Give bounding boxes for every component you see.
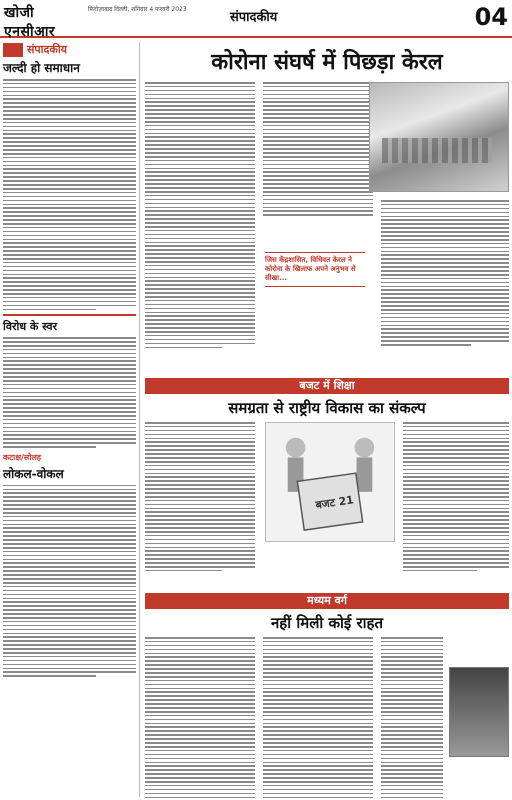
main-story [145,82,509,372]
budget-column-3 [403,422,509,571]
section-title: संपादकीय [230,10,278,25]
kicker-block [3,43,23,57]
paper-name: खोजी एनसीआर [4,5,56,40]
small-box-title: लोकल-वोकल [3,466,64,481]
middle-class-headline: नहीं मिली कोई राहत [270,614,384,632]
kerala-photo [369,82,509,192]
page-number: 04 [474,3,508,31]
middle-class-banner: मध्यम वर्ग [145,593,509,609]
editorial-body [3,79,136,310]
budget-illustration [265,422,395,542]
masthead [0,0,512,38]
pull-quote: जिस केंद्रशासित, विधिवत केरल ने कोरोना के खिलाफ अपने अनुभव से सीखा... [265,252,365,287]
second-body [3,337,136,448]
masthead-left [4,3,84,41]
editorial-kicker-bar [3,42,136,57]
left-column [3,42,140,797]
right-column [145,42,509,797]
budget-column-1 [145,422,255,571]
middle-column-3 [381,637,443,800]
budget-story [145,422,509,587]
budget-illustration-svg [266,423,394,541]
editorial-kicker: संपादकीय [27,43,68,56]
middle-column-1 [145,637,255,800]
small-box-kicker: कटाक्ष/सोलह [3,452,42,462]
middle-class-story [145,637,509,800]
middle-column-2 [263,637,373,800]
story-column-2 [263,82,373,216]
budget-headline: समग्रता से राष्ट्रीय विकास का संकल्प [228,399,426,417]
story-column-1 [145,82,255,348]
story-column-3 [381,200,509,346]
budget-image-label: बजट 21 [314,493,355,512]
middle-class-photo [449,667,509,757]
editorial-heading: जल्दी हो समाधान [3,61,80,75]
second-heading: विरोध के स्वर [3,314,136,334]
edition-line: फ़िरोज़ाबाद दिल्ली, शनिवार 4 फरवरी 2023 [88,6,187,13]
main-headline: कोरोना संघर्ष में पिछड़ा केरल [211,50,443,75]
small-box-body [3,485,136,677]
budget-banner: बजट में शिक्षा [145,378,509,394]
